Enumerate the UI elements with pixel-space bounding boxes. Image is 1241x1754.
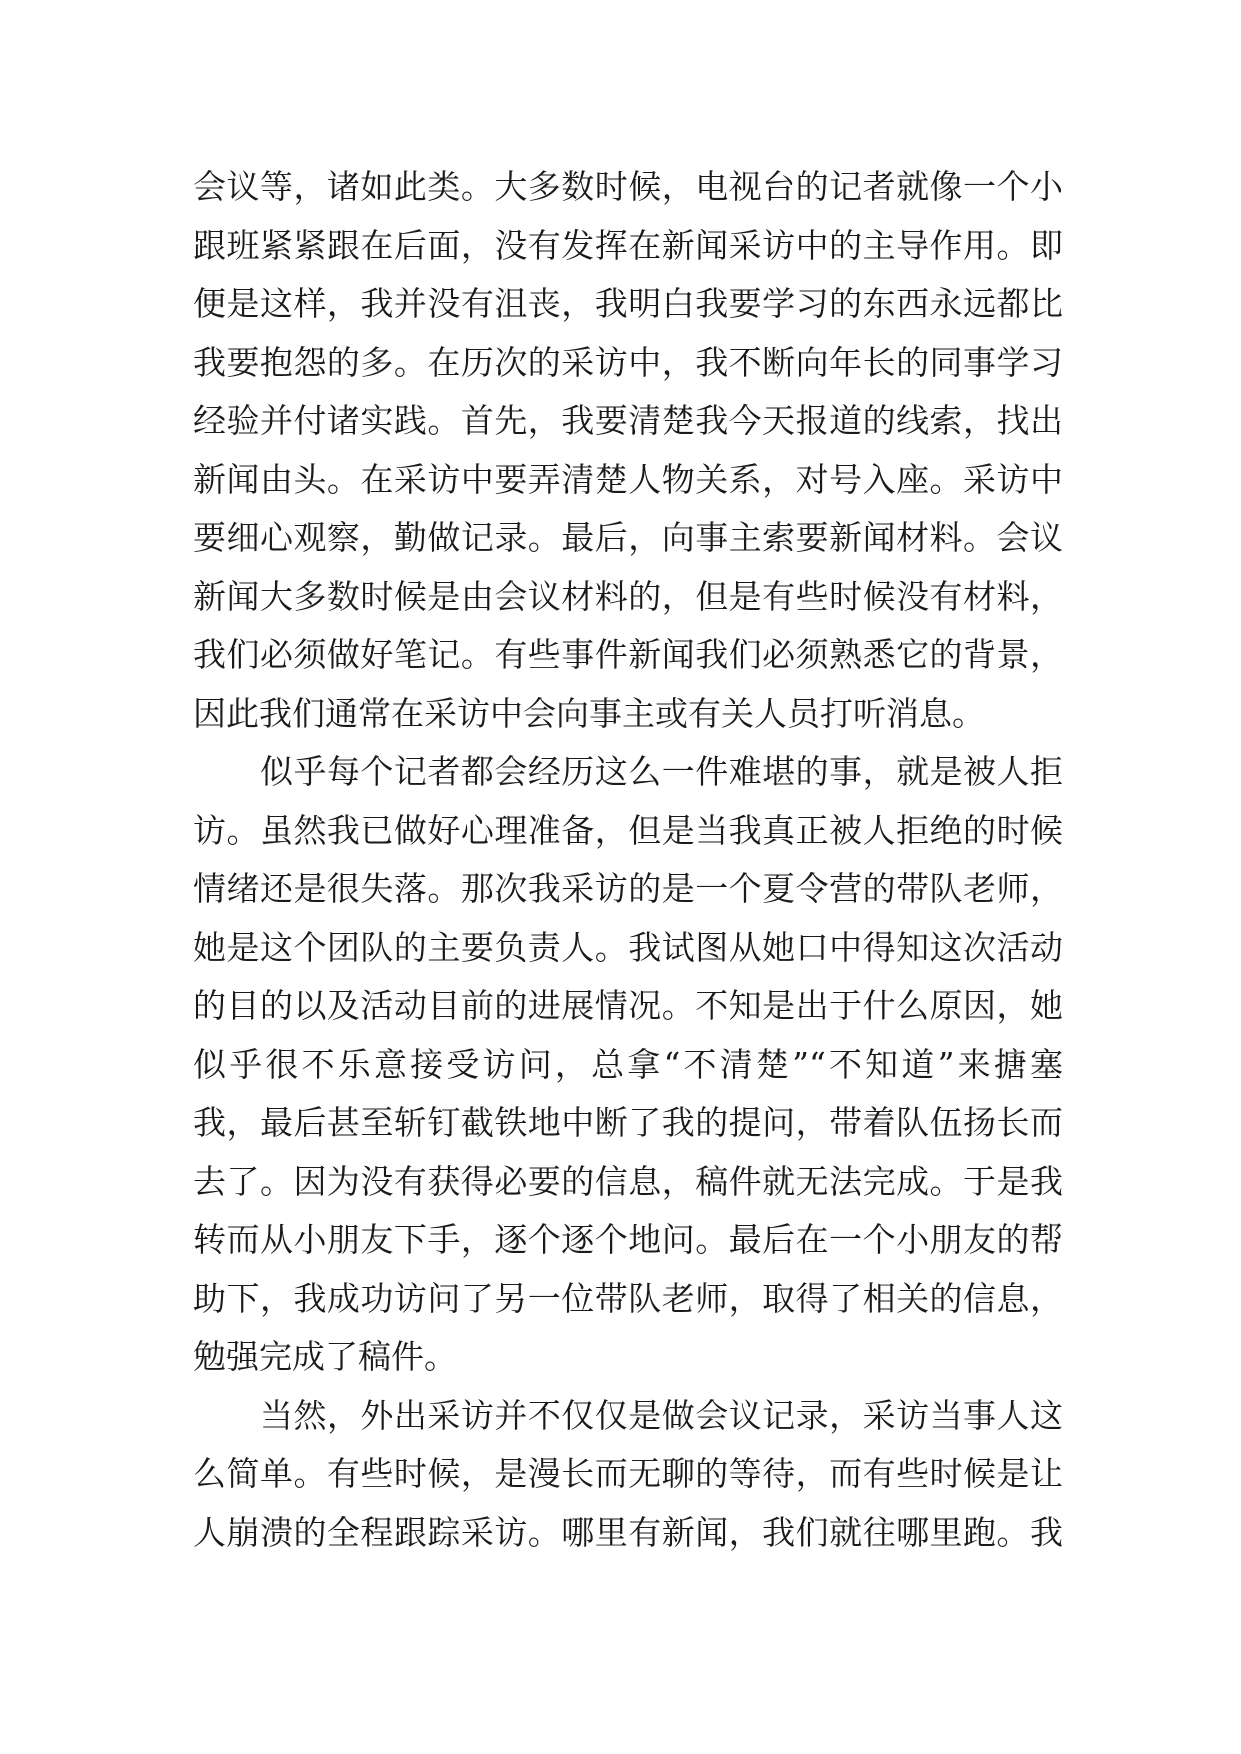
document-body [193, 158, 1063, 1562]
text-line: 情绪还是很失落。那次我采访的是一个夏令营的带队老师， [193, 869, 1063, 908]
text-line: 去了。因为没有获得必要的信息，稿件就无法完成。于是我 [193, 1161, 1063, 1201]
text-line: 她是这个团队的主要负责人。我试图从她口中得知这次活动 [193, 927, 1063, 967]
text-line: 会议等，诸如此类。大多数时候，电视台的记者就像一个小 [193, 167, 1063, 206]
text-line: 访。虽然我已做好心理准备，但是当我真正被人拒绝的时候 [193, 810, 1063, 850]
text-line: 我，最后甚至斩钉截铁地中断了我的提问，带着队伍扬长而 [193, 1103, 1063, 1142]
text-line: 么简单。有些时候，是漫长而无聊的等待，而有些时候是让 [193, 1454, 1063, 1493]
text-line: 因此我们通常在采访中会向事主或有关人员打听消息。 [193, 693, 985, 733]
text-line: 助下，我成功访问了另一位带队老师，取得了相关的信息， [193, 1278, 1063, 1318]
text-line: 人崩溃的全程跟踪采访。哪里有新闻，我们就往哪里跑。我 [193, 1512, 1063, 1552]
text-line: 似乎很不乐意接受访问，总拿“不清楚”“不知道”来搪塞 [193, 1044, 1063, 1084]
text-line: 跟班紧紧跟在后面，没有发挥在新闻采访中的主导作用。即 [193, 225, 1063, 265]
text-line: 我要抱怨的多。在历次的采访中，我不断向年长的同事学习 [193, 342, 1063, 382]
text-line: 当然，外出采访并不仅仅是做会议记录，采访当事人这 [260, 1395, 1063, 1435]
text-line: 便是这样，我并没有沮丧，我明白我要学习的东西永远都比 [193, 284, 1063, 323]
text-line: 的目的以及活动目前的进展情况。不知是出于什么原因，她 [193, 986, 1063, 1025]
text-line: 要细心观察，勤做记录。最后，向事主索要新闻材料。会议 [193, 518, 1063, 557]
text-line: 新闻大多数时候是由会议材料的，但是有些时候没有材料， [193, 576, 1063, 616]
paragraph-3 [193, 1387, 1063, 1563]
text-line: 新闻由头。在采访中要弄清楚人物关系，对号入座。采访中 [193, 459, 1063, 499]
text-line: 勉强完成了稿件。 [193, 1337, 457, 1376]
text-line: 经验并付诸实践。首先，我要清楚我今天报道的线索，找出 [193, 401, 1063, 440]
paragraph-1 [193, 158, 1063, 743]
text-line: 我们必须做好笔记。有些事件新闻我们必须熟悉它的背景， [193, 635, 1063, 674]
text-line: 转而从小朋友下手，逐个逐个地问。最后在一个小朋友的帮 [193, 1220, 1063, 1259]
text-line: 似乎每个记者都会经历这么一件难堪的事，就是被人拒 [260, 752, 1063, 791]
paragraph-2 [193, 743, 1063, 1387]
